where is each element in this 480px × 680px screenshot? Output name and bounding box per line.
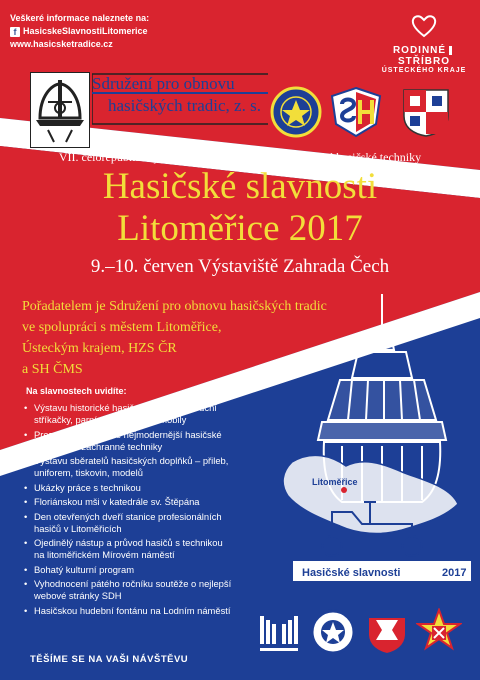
facebook-row[interactable] (10, 25, 149, 38)
program-list (22, 402, 262, 619)
list-item: • Vyhodnocení pátého ročníku soutěže o nejlepší webové stránky SDH (22, 578, 262, 602)
illustration-banner-year: 2017 (442, 567, 467, 579)
facebook-page[interactable]: HasicskeSlavnostiLitomerice (23, 26, 148, 36)
organizers-line: a SH ČMS (22, 362, 83, 377)
brand-divider (449, 46, 452, 55)
event-title-line1: Hasičské slavnosti (102, 166, 378, 207)
water-tower-illustration (262, 290, 472, 586)
illustration-banner-text: Hasičské slavnosti (302, 567, 401, 579)
organizers-line: Pořadatelem je Sdružení pro obnovu hasičských tradic (22, 299, 327, 314)
list-item: • Hasičskou hudební fontánu na Lodním náměstí (22, 605, 262, 617)
fire-helmet-icon (30, 72, 90, 148)
contact-info (10, 12, 149, 51)
brand-region: ÚSTECKÉHO KRAJE (381, 67, 467, 74)
organizer-name-line1: Sdružení pro obnovu (92, 74, 235, 93)
heart-icon (411, 14, 437, 38)
list-item: • Prezentaci současné nejmodernější hasičské a vojenské záchranné techniky (22, 429, 262, 453)
list-item: • Výstavu sběratelů hasičských doplňků – přileb, uniforem, tiskovin, modelů (22, 455, 262, 479)
list-item: • Ojedinělý nástup a průvod hasičů s technikou na litoměřickém Mírovém náměstí (22, 537, 262, 561)
rodinne-stribro-logo (378, 14, 470, 74)
facebook-icon: f (10, 27, 20, 37)
map-label: Litoměřice (312, 477, 358, 487)
info-label: Veškeré informace naleznete na: (10, 13, 150, 23)
police-badge-icon (310, 608, 356, 656)
ministry-logo-icon (256, 608, 302, 656)
program-heading: Na slavnostech uvidíte: (26, 386, 127, 396)
fire-rescue-star-icon (416, 608, 462, 656)
event-date-place: 9.–10. červen Výstaviště Zahrada Čech (90, 256, 390, 277)
army-shield-icon (364, 608, 410, 656)
brand-name-left: RODINNÉ (392, 45, 447, 56)
list-item: • Den otevřených dveří stanice profesionálních hasičů v Litoměřicích (22, 511, 262, 535)
brand-name-right: STŘÍBRO (398, 56, 450, 67)
ustecky-kraj-coat-of-arms-icon (400, 86, 452, 138)
website-link[interactable]: www.hasicsketradice.cz (10, 39, 113, 49)
list-item: • Bohatý kulturní program (22, 564, 262, 576)
brand-name (378, 45, 470, 67)
organizer-name-line2: hasičských tradic, z. s. (108, 96, 261, 115)
closing-message: TĚŠÍME SE NA VAŠI NÁVŠTĚVU (30, 654, 189, 665)
sh-cms-logo-icon (330, 86, 382, 138)
organizers-line: ve spolupráci s městem Litoměřice, (22, 320, 222, 335)
helmet-logo (30, 72, 90, 148)
list-item: • Ukázky práce s technikou (22, 482, 262, 494)
list-item: • Floriánskou mši v katedrále sv. Štěpána (22, 496, 262, 508)
list-item: • Výstavu historické hasičské techniky – ruční stříkačky, parní stříkačky, automobily (22, 402, 262, 426)
event-title-line2: Litoměřice 2017 (117, 208, 363, 249)
event-subtitle: VII. celorepublikový sraz hasičstva s výstavou historické hasičské techniky (58, 150, 422, 164)
organizers-line: Ústeckým krajem, HZS ČR (22, 341, 177, 356)
fire-association-badge-icon (270, 86, 322, 138)
